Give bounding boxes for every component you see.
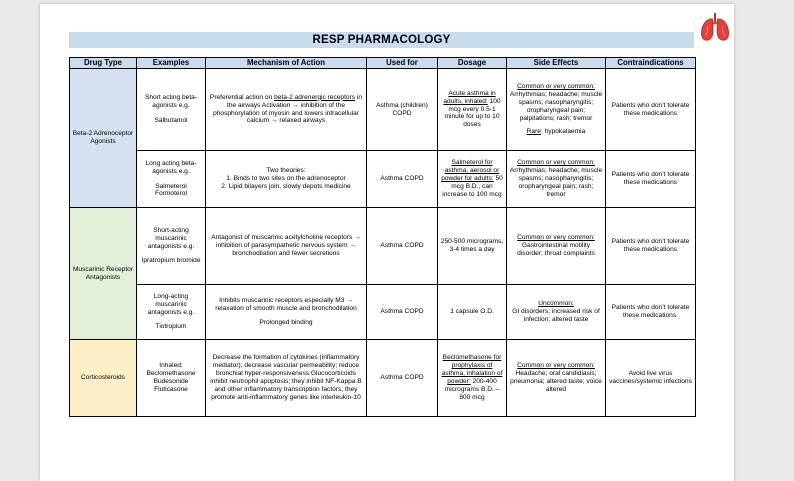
table-row <box>70 285 696 340</box>
header-contraindications: Contraindications <box>606 58 696 69</box>
mechanism-cell: Inhibits muscarinic receptors especially M3 → relaxation of smooth muscle and bronchodilation Prolonged binding <box>206 285 367 340</box>
contraindications-cell: Patients who don’t tolerate these medications. <box>606 285 696 340</box>
side-effects-cell: Common or very common: Headache; oral candidiasis; pneumonia; altered taste; voice altered <box>507 340 606 417</box>
header-examples: Examples <box>137 58 206 69</box>
dosage-cell: 1 capsule O.D. <box>438 285 507 340</box>
used-for-cell: Asthma COPD <box>367 151 438 208</box>
header-mechanism: Mechanism of Action <box>206 58 367 69</box>
used-for-cell: Asthma COPD <box>367 340 438 417</box>
drug-type-corticosteroids: Corticosteroids <box>70 340 137 417</box>
table-row <box>70 340 696 417</box>
dosage-cell: Salmeterol for asthma, aerosol or powder for adults: 50 mcg B.D., can increase to 100 mcg <box>438 151 507 208</box>
side-effects-cell: Uncommon: GI disorders; increased risk of infection; altered taste <box>507 285 606 340</box>
table-row <box>70 151 696 208</box>
header-used-for: Used for <box>367 58 438 69</box>
side-effects-cell: Common or very common: Arrhythmias; headache; muscle spasms; nasopharyngitis; oropharyngeal pain; rash; tremor <box>507 151 606 208</box>
mechanism-cell: Decrease the formation of cytokines (inflammatory mediator); decrease vascular permeability; reduce bronchial hyper-responsiveness Glucocorticoids inhibit neutrophil apoptosis; they inhibit NF-Kappa B and other inflammatory transcription factors; they promote anti-inflammatory genes like interleukin-10 <box>206 340 367 417</box>
header-side-effects: Side Effects <box>507 58 606 69</box>
examples-cell: Short-acting muscarinic antagonists e.g. Ipratropium bromide <box>137 208 206 285</box>
examples-cell: Long acting beta-agonists e.g. Salmeterol Formoterol <box>137 151 206 208</box>
examples-cell: Long-acting muscarinic antagonists e.g. Tiotropium <box>137 285 206 340</box>
used-for-cell: Asthma COPD <box>367 208 438 285</box>
dosage-cell: 250-500 micrograms, 3-4 times a day <box>438 208 507 285</box>
mechanism-cell: Two theories: 1. Binds to two sites on the adrenoceptor 2. Lipid bilayers join, slowly depots medicine <box>206 151 367 208</box>
used-for-cell: Asthma COPD <box>367 285 438 340</box>
contraindications-cell: Patients who don’t tolerate these medications <box>606 69 696 151</box>
examples-cell: Short acting beta-agonists e.g. Salbutamol <box>137 69 206 151</box>
header-dosage: Dosage <box>438 58 507 69</box>
side-effects-cell: Common or very common: Arrhythmias; headache; muscle spasms; nasopharyngitis; oropharyngeal pain; palpitations; rash; tremor Rare: hypokalaemia <box>507 69 606 151</box>
mechanism-cell: Antagonist of muscarinic acetylcholine receptors → inhibition of parasympathetic nervous system → bronchodilation and fewer secretions <box>206 208 367 285</box>
drug-type-beta2: Beta-2 Adrenoceptor Agonists <box>70 69 137 208</box>
dosage-cell: Beclomethasone for prophylaxis of asthma, inhalation of powder: 200-400 micrograms B.D. – 800 mcg <box>438 340 507 417</box>
examples-cell: Inhaled: Beclomethasone Budesonide Fluticasone <box>137 340 206 417</box>
table-header-row <box>70 58 696 69</box>
pharmacology-table <box>69 57 696 417</box>
contraindications-cell: Patients who don’t tolerate these medications <box>606 208 696 285</box>
side-effects-cell: Common or very common: Gastrointestinal motility disorder; throat complaints <box>507 208 606 285</box>
used-for-cell: Asthma (children) COPD <box>367 69 438 151</box>
lungs-icon <box>698 10 732 44</box>
table-row <box>70 69 696 151</box>
mechanism-cell: Preferential action on beta-2 adrenergic receptors in the airways Activation → inhibition of the phosphorylation of myosin and lowers intracellular calcium → relaxed airways <box>206 69 367 151</box>
document-page <box>40 4 734 481</box>
header-drug-type: Drug Type <box>70 58 137 69</box>
drug-type-muscarinic: Muscarinic Receptor Antagonists <box>70 208 137 340</box>
dosage-cell: Acute asthma in adults, inhaled: 100 mcg every 0.5-1 minute for up to 10 doses <box>438 69 507 151</box>
document-title: RESP PHARMACOLOGY <box>69 32 694 48</box>
table-row <box>70 208 696 285</box>
contraindications-cell: Patients who don’t tolerate these medications <box>606 151 696 208</box>
contraindications-cell: Avoid live virus vaccines/systemic infections <box>606 340 696 417</box>
